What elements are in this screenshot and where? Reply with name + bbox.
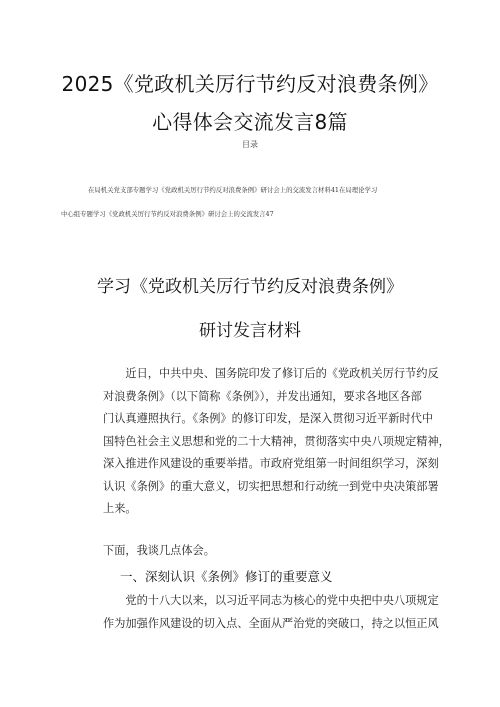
body-paragraph — [103, 590, 439, 635]
toc-label: 目录 — [242, 140, 258, 149]
paragraph-line: 认识《条例》的重大意义，切实把思想和行动统一到党中央决策部署 — [103, 479, 439, 493]
transition-paragraph — [103, 540, 403, 563]
paragraph-line: 门认真遵照执行。《条例》的修订印发，是深入贯彻习近平新时代中 — [103, 412, 434, 425]
paragraph-line: 作为加强作风建设的切入点、全面从严治党的突破口，持之以恒正风 — [103, 616, 439, 630]
section-title-line1: 学习《党政机关厉行节约反对浪费条例》 — [97, 277, 403, 297]
paragraph-line: 深入推进作风建设的重要举措。市政府党组第一时间组织学习，深刻 — [103, 457, 439, 470]
section-title-line2: 研讨发言材料 — [199, 321, 301, 341]
toc-entry-line[interactable]: 在局机关党支部专题学习《党政机关厉行节约反对浪费条例》研讨会上的交流发言材料41在局理论学习 — [88, 186, 378, 194]
paragraph-line: 党的十八大以来，以习近平同志为核心的党中央把中央八项规定 — [103, 594, 439, 607]
paragraph-line: 上来。 — [103, 502, 137, 515]
toc-entry-line[interactable]: 中心组专题学习《党政机关厉行节约反对浪费条例》研讨会上的交流发言47 — [61, 210, 274, 218]
paragraph-line: 对浪费条例》（以下简称《条例》），并发出通知，要求各地区各部 — [103, 389, 422, 403]
section-heading-1: 一、深刻认识《条例》修订的重要意义 — [120, 569, 333, 584]
intro-paragraph — [103, 363, 450, 521]
paragraph-line: 下面，我谈几点体会。 — [103, 544, 215, 557]
paragraph-line: 国特色社会主义思想和党的二十大精神，贯彻落实中央八项规定精神， — [103, 434, 450, 448]
paragraph-line: 近日，中共中央、国务院印发了修订后的《党政机关厉行节约反 — [103, 367, 439, 380]
document-title-line2: 心得体会交流发言8篇 — [152, 110, 348, 134]
document-title-line1: 2025《党政机关厉行节约反对浪费条例》 — [61, 72, 439, 96]
